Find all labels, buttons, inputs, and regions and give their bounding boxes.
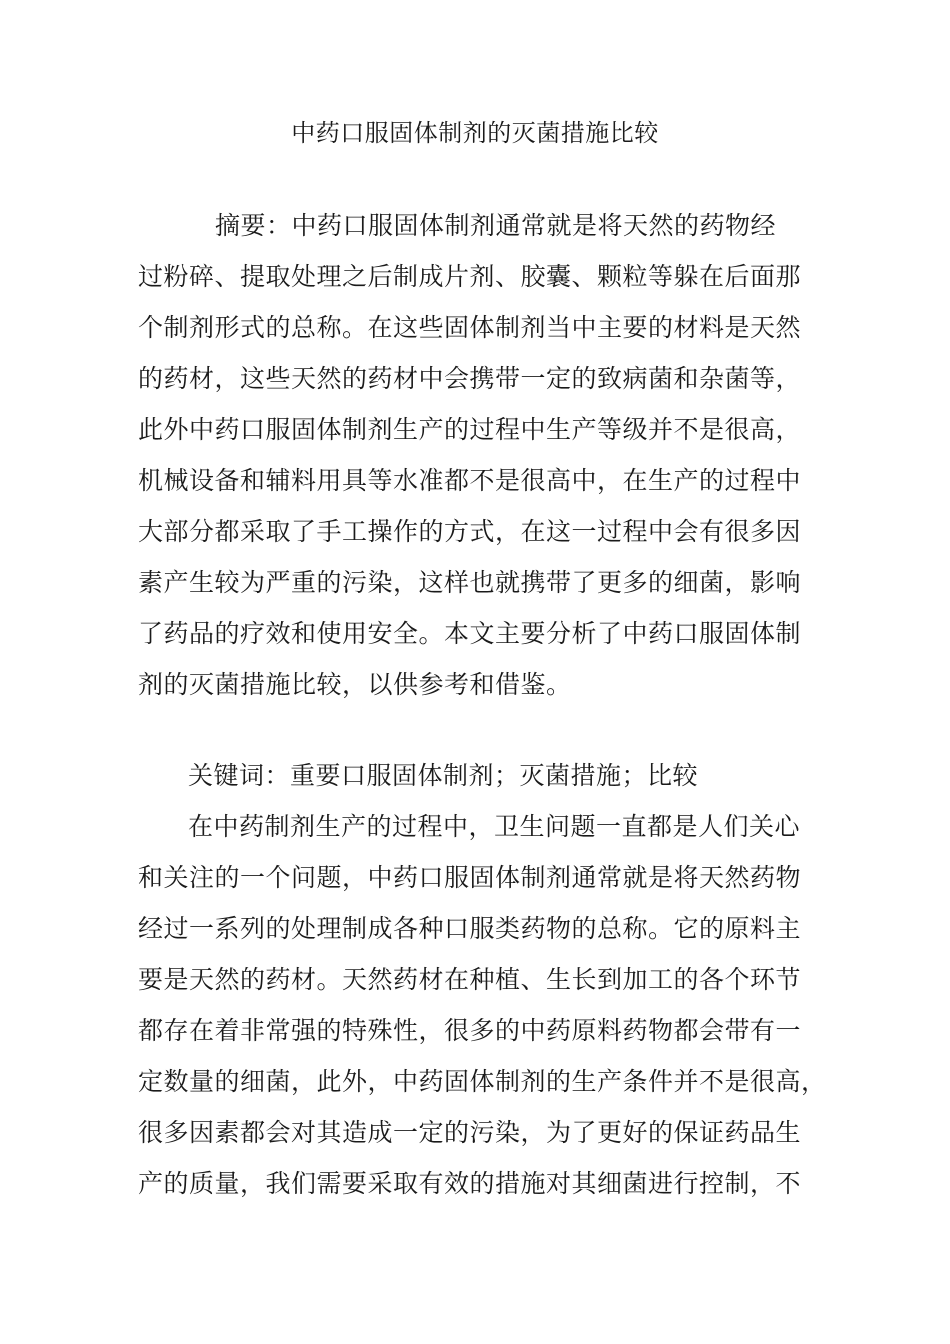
abstract-line: 剂的灭菌措施比较，以供参考和借鉴。: [138, 670, 572, 699]
abstract-line: 了药品的疗效和使用安全。本文主要分析了中药口服固体制: [138, 619, 802, 648]
keywords-line: 关键词：重要口服固体制剂；灭菌措施；比较: [188, 761, 699, 790]
body-line: 经过一系列的处理制成各种口服类药物的总称。它的原料主: [138, 914, 802, 943]
body-line: 定数量的细菌，此外，中药固体制剂的生产条件并不是很高，: [138, 1067, 827, 1096]
document-title: 中药口服固体制剂的灭菌措施比较: [291, 119, 659, 147]
body-line: 要是天然的药材。天然药材在种植、生长到加工的各个环节: [138, 965, 802, 994]
abstract-line: 个制剂形式的总称。在这些固体制剂当中主要的材料是天然: [138, 313, 802, 342]
body-line: 很多因素都会对其造成一定的污染，为了更好的保证药品生: [138, 1118, 802, 1147]
body-section: [138, 750, 828, 1209]
abstract-line: 素产生较为严重的污染，这样也就携带了更多的细菌，影响: [138, 568, 802, 597]
abstract-line: 机械设备和辅料用具等水准都不是很高中，在生产的过程中: [138, 466, 802, 495]
body-line: 和关注的一个问题，中药口服固体制剂通常就是将天然药物: [138, 863, 802, 892]
body-line: 都存在着非常强的特殊性，很多的中药原料药物都会带有一: [138, 1016, 802, 1045]
abstract-line: 的药材，这些天然的药材中会携带一定的致病菌和杂菌等，: [138, 364, 802, 393]
abstract-line: 过粉碎、提取处理之后制成片剂、胶囊、颗粒等躲在后面那: [138, 262, 802, 291]
abstract-line: 此外中药口服固体制剂生产的过程中生产等级并不是很高，: [138, 415, 802, 444]
abstract-section: [138, 200, 828, 710]
body-line: 在中药制剂生产的过程中，卫生问题一直都是人们关心: [188, 812, 801, 841]
abstract-line: 摘要：中药口服固体制剂通常就是将天然的药物经: [215, 211, 777, 240]
body-line: 产的质量，我们需要采取有效的措施对其细菌进行控制，不: [138, 1169, 802, 1198]
abstract-line: 大部分都采取了手工操作的方式，在这一过程中会有很多因: [138, 517, 802, 546]
